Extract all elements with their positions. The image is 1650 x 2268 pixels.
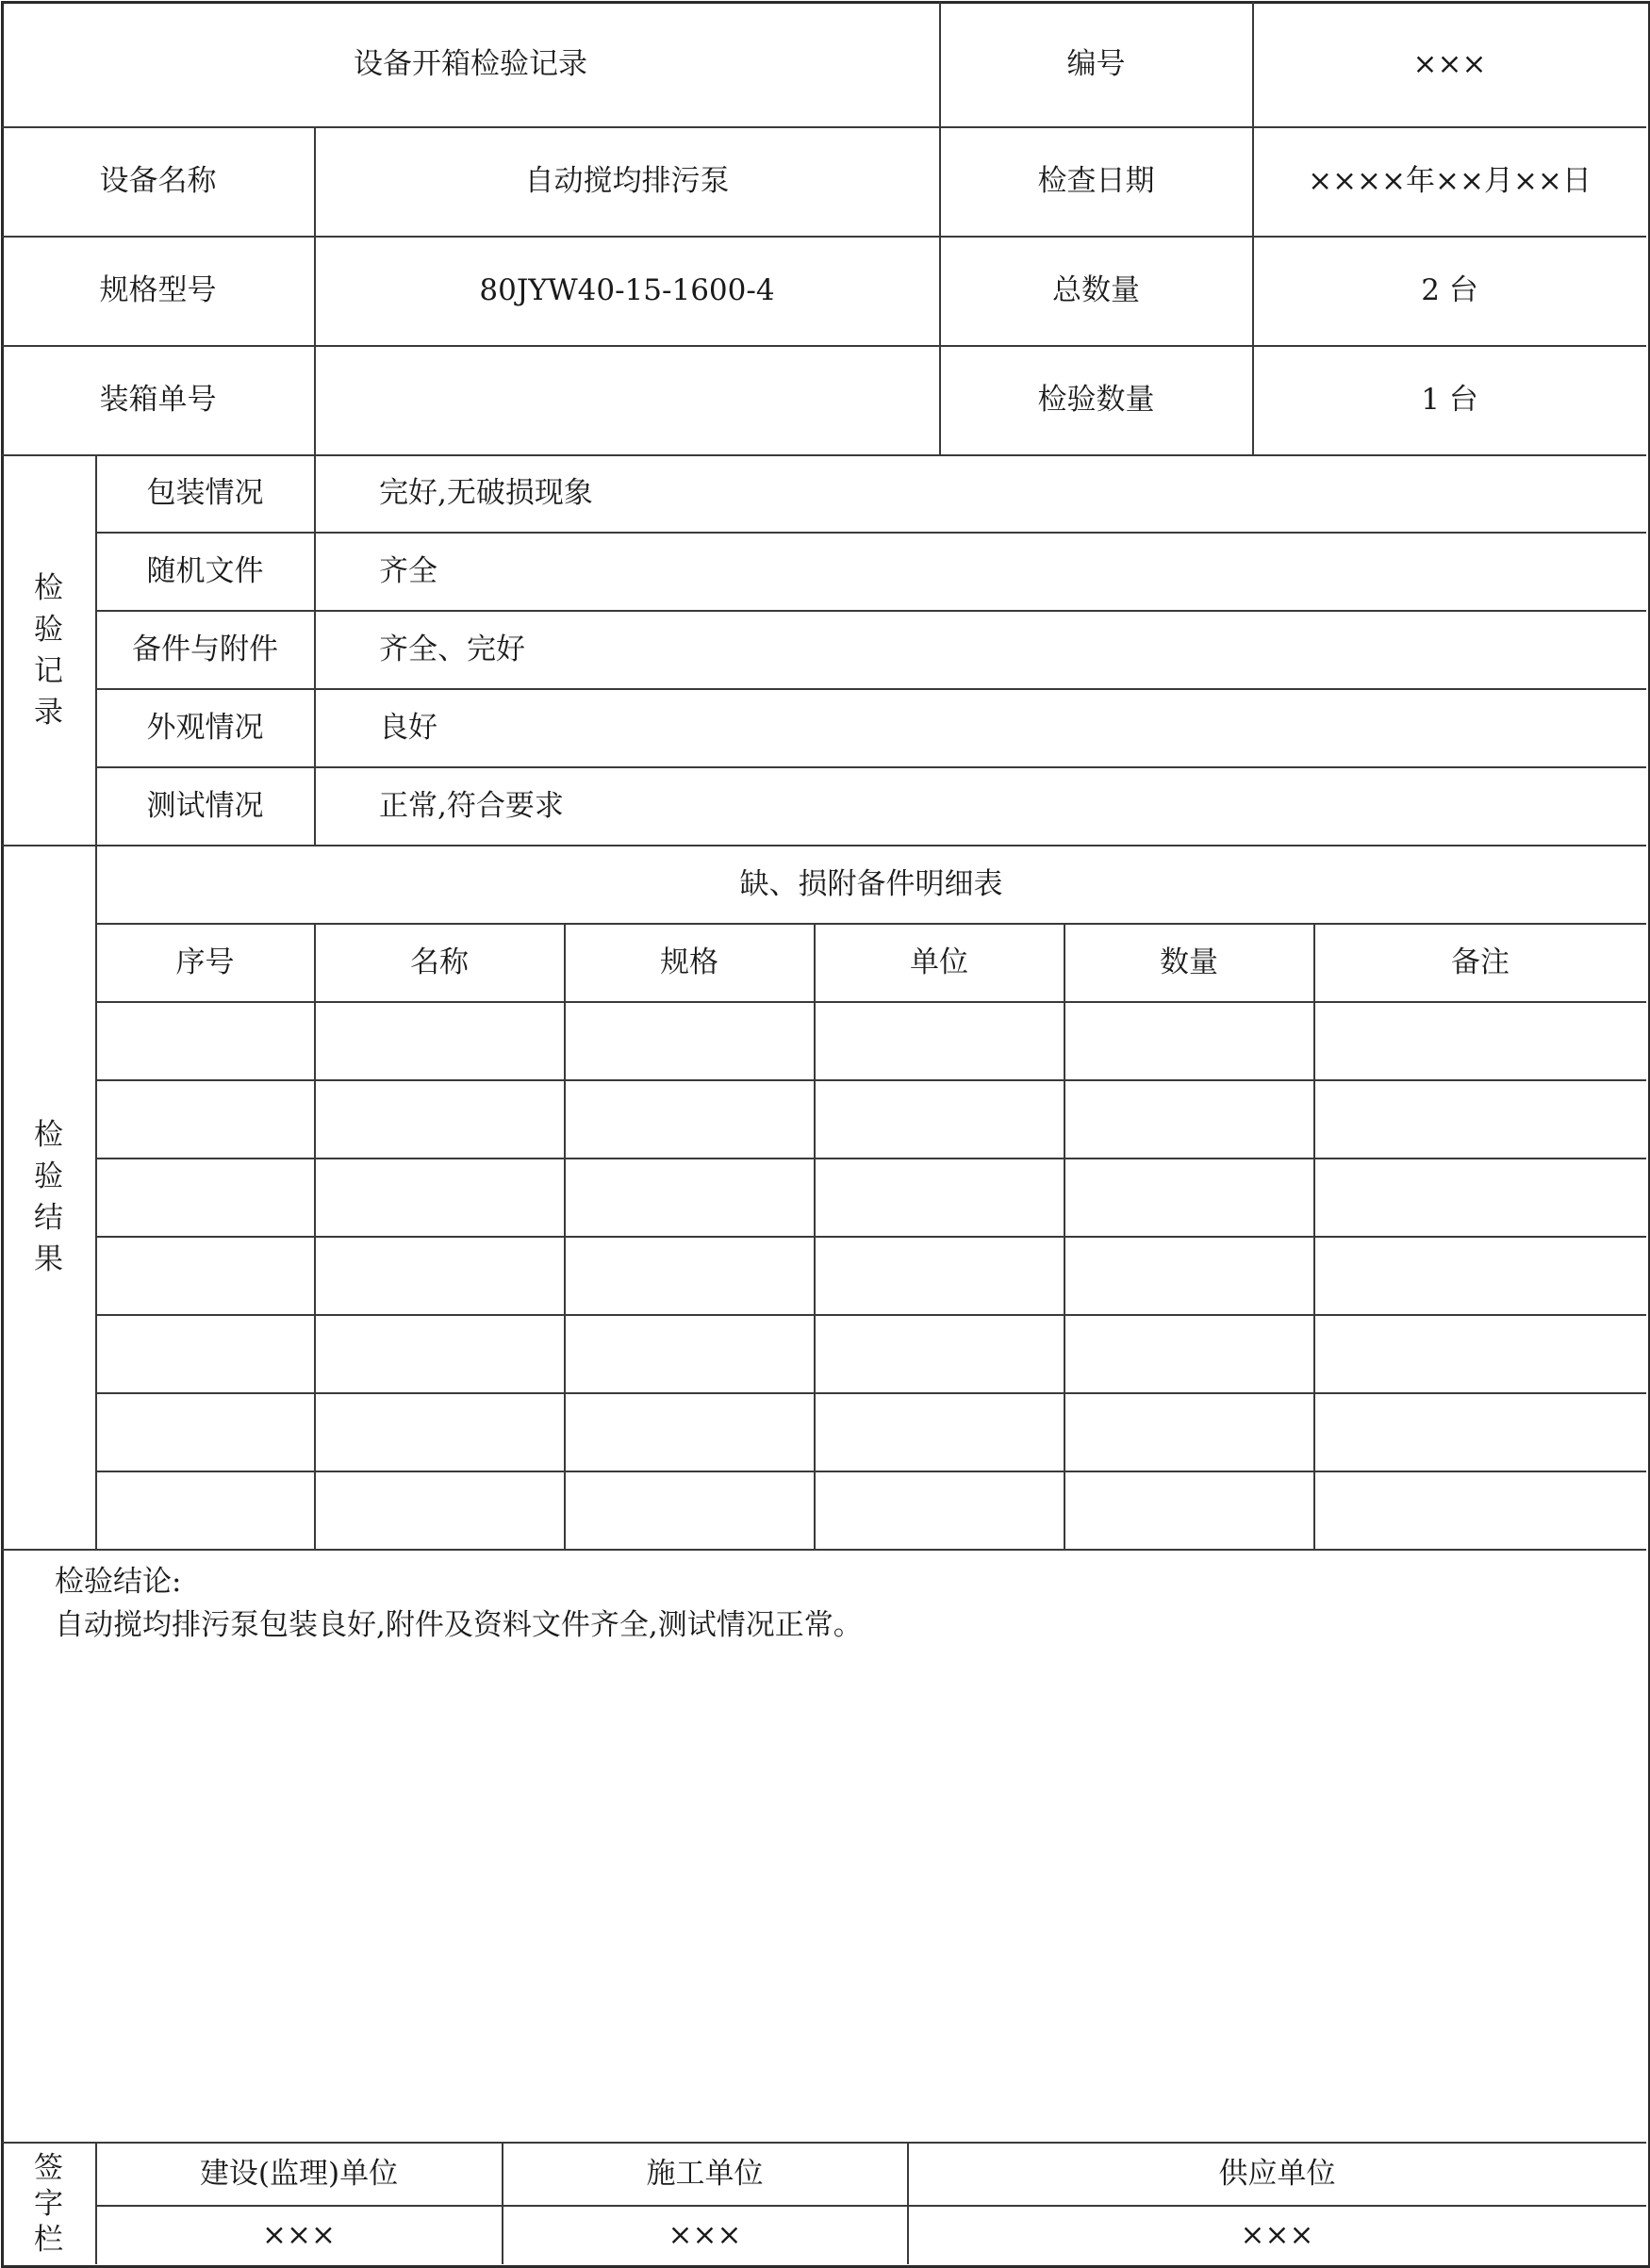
record-item-label: 随机文件: [146, 553, 264, 588]
divider: [314, 454, 316, 846]
record-item-value[interactable]: 齐全、完好: [379, 632, 525, 666]
table-row[interactable]: [96, 1080, 1646, 1158]
detail-table-title: 缺、损附备件明细表: [739, 866, 1003, 901]
record-section-label: 检 验 记 录: [34, 570, 63, 730]
equipment-name-value[interactable]: 自动搅均排污泵: [524, 164, 730, 198]
equipment-name-label: 设备名称: [99, 164, 217, 198]
table-row[interactable]: [96, 1393, 1646, 1471]
record-item-label: 包装情况: [146, 476, 264, 510]
signature-section-label: 签 字 栏: [34, 2150, 63, 2257]
signature-party-label: 施工单位: [646, 2156, 764, 2191]
column-header: 规格: [660, 945, 718, 979]
table-row[interactable]: [96, 1237, 1646, 1314]
table-row[interactable]: [96, 1002, 1646, 1079]
table-row[interactable]: [96, 1159, 1646, 1236]
signature-party-label: 建设(监理)单位: [199, 2156, 399, 2191]
record-item-value[interactable]: 正常,符合要求: [379, 788, 564, 823]
column-header: 单位: [910, 945, 968, 979]
record-item-label: 外观情况: [146, 710, 264, 745]
column-header: 数量: [1160, 945, 1218, 979]
signature-party-label: 供应单位: [1218, 2156, 1336, 2191]
inspected-quantity-label: 检验数量: [1037, 383, 1155, 417]
signature-party-value[interactable]: ×××: [1240, 2217, 1314, 2252]
divider: [2, 1549, 1646, 1551]
conclusion-block: [55, 1560, 863, 1647]
model-label: 规格型号: [99, 273, 217, 307]
conclusion-text[interactable]: 自动搅均排污泵包装良好,附件及资料文件齐全,测试情况正常。: [55, 1608, 863, 1642]
record-item-label: 备件与附件: [132, 632, 278, 666]
record-item-label: 测试情况: [146, 788, 264, 823]
column-header: 名称: [410, 945, 469, 979]
packing-list-label: 装箱单号: [99, 383, 217, 417]
column-header: 备注: [1451, 945, 1510, 979]
inspection-date-label: 检查日期: [1037, 164, 1155, 198]
signature-party-value[interactable]: ×××: [668, 2217, 742, 2252]
packing-list-value[interactable]: [315, 346, 939, 454]
conclusion-label: 检验结论:: [55, 1565, 182, 1599]
inspection-date-value[interactable]: ××××年××月××日: [1308, 164, 1592, 198]
number-label: 编号: [1066, 46, 1126, 81]
form-title: 设备开箱检验记录: [354, 46, 587, 81]
model-value[interactable]: 80JYW40-15-1600-4: [479, 273, 775, 307]
total-quantity-label: 总数量: [1052, 273, 1140, 307]
number-value[interactable]: ×××: [1412, 46, 1487, 81]
signature-party-value[interactable]: ×××: [262, 2217, 336, 2252]
record-item-value[interactable]: 完好,无破损现象: [379, 476, 593, 510]
record-item-value[interactable]: 齐全: [379, 553, 437, 588]
total-quantity-value[interactable]: 2 台: [1421, 273, 1478, 307]
table-row[interactable]: [96, 1471, 1646, 1549]
inspected-quantity-value[interactable]: 1 台: [1421, 383, 1478, 417]
result-section-label: 检 验 结 果: [34, 1118, 63, 1276]
record-item-value[interactable]: 良好: [379, 710, 437, 745]
table-row[interactable]: [96, 1315, 1646, 1392]
column-header: 序号: [175, 945, 235, 979]
